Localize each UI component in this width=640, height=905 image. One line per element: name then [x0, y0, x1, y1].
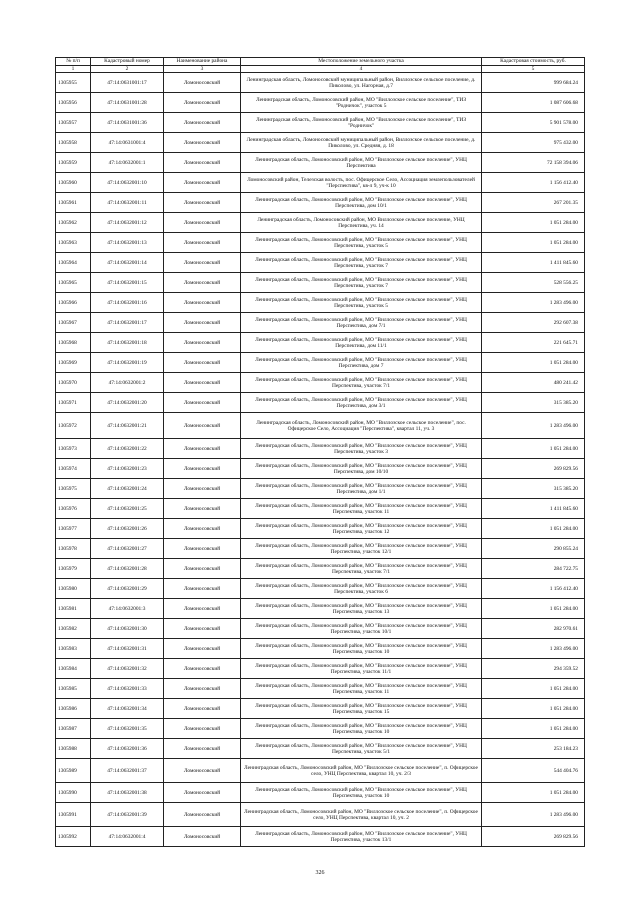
cell-cadastral-value: 267 201.35: [482, 193, 585, 213]
cell-row-number: 1305987: [56, 719, 91, 739]
cell-location: Ленинградская область, Ломоносовский муниципальный район, Виллозское сельское поселение, д. Пиколово, ул. Нагорная, д.7: [241, 73, 482, 93]
cell-row-number: 1305988: [56, 739, 91, 759]
cell-district: Ломоносовский: [164, 759, 241, 783]
table-row: [56, 519, 585, 539]
cell-row-number: 1305967: [56, 313, 91, 333]
table-row: [56, 459, 585, 479]
cell-cadastral-number: 47:14:0632001:19: [91, 353, 164, 373]
cell-row-number: 1305983: [56, 639, 91, 659]
cell-cadastral-number: 47:14:0632001:28: [91, 559, 164, 579]
cell-cadastral-number: 47:14:0632001:4: [91, 827, 164, 847]
cell-cadastral-value: 1 283 496.00: [482, 413, 585, 439]
cell-cadastral-number: 47:14:0632001:26: [91, 519, 164, 539]
table-row: [56, 783, 585, 803]
table-row: [56, 133, 585, 153]
cell-location: Ленинградская область, Ломоносовский район, МО "Виллозское сельское поселение", УНЦ Перспектива, участок 3: [241, 439, 482, 459]
cell-location: Ленинградская область, Ломоносовский район, МО "Виллозское сельское поселение", УНЦ Перспектива, дом 11/1: [241, 333, 482, 353]
cell-cadastral-value: 221 645.71: [482, 333, 585, 353]
cell-location: Ленинградская область, Ломоносовский район, МО "Виллозское сельское поселение", УНЦ Перспектива, участок 7: [241, 273, 482, 293]
cell-cadastral-number: 47:14:0632001:14: [91, 253, 164, 273]
cadastral-table-page: [55, 57, 584, 847]
cell-district: Ломоносовский: [164, 213, 241, 233]
cell-district: Ломоносовский: [164, 803, 241, 827]
cell-location: Ленинградская область, Ломоносовский район, МО "Виллозское сельское поселение", УНЦ Перспектива, дом 7/1: [241, 313, 482, 333]
cell-location: Ленинградская область, Ломоносовский район, МО "Виллозское сельское поселение", пос. Офицерское Село, Ассоциация "Перспектива", квартал 11, уч. 3: [241, 413, 482, 439]
cell-location: Ленинградская область, Ломоносовский район, МО "Виллозское сельское поселение", УНЦ Перспектива, участок 10: [241, 719, 482, 739]
cell-row-number: 1305984: [56, 659, 91, 679]
cell-cadastral-value: 1 051 284.00: [482, 783, 585, 803]
cell-cadastral-value: 480 241.42: [482, 373, 585, 393]
cell-cadastral-number: 47:14:0631001:17: [91, 73, 164, 93]
cell-district: Ломоносовский: [164, 373, 241, 393]
cell-cadastral-number: 47:14:0632001:3: [91, 599, 164, 619]
column-number: 3: [164, 66, 241, 73]
cell-location: Ленинградская область, Ломоносовский район, МО "Виллозское сельское поселение", УНЦ Перспектива, участок 13/1: [241, 827, 482, 847]
table-row: [56, 233, 585, 253]
cell-district: Ломоносовский: [164, 313, 241, 333]
cell-location: Ленинградская область, Ломоносовский район, МО Виллозское сельское поселение, УНЦ Перспектива, уч. 14: [241, 213, 482, 233]
cell-district: Ломоносовский: [164, 699, 241, 719]
cell-cadastral-value: 1 283 496.00: [482, 639, 585, 659]
cell-district: Ломоносовский: [164, 133, 241, 153]
cell-row-number: 1305980: [56, 579, 91, 599]
cell-row-number: 1305971: [56, 393, 91, 413]
cell-district: Ломоносовский: [164, 353, 241, 373]
table-row: [56, 253, 585, 273]
table-row: [56, 619, 585, 639]
header-location: Местоположение земельного участка: [241, 58, 482, 66]
cell-location: Ленинградская область, Ломоносовский муниципальный район, Виллозское сельское поселение, д. Пиколово, ул. Средняя, д. 18: [241, 133, 482, 153]
cell-row-number: 1305965: [56, 273, 91, 293]
cell-location: Ленинградская область, Ломоносовский район, МО "Виллозское сельское поселение", УНЦ Перспектива, участок 12: [241, 519, 482, 539]
cell-row-number: 1305979: [56, 559, 91, 579]
cell-row-number: 1305960: [56, 173, 91, 193]
cell-cadastral-number: 47:14:0632001:38: [91, 783, 164, 803]
cell-cadastral-number: 47:14:0632001:18: [91, 333, 164, 353]
table-row: [56, 499, 585, 519]
cadastral-value-table: [55, 57, 585, 847]
cell-cadastral-value: 1 051 284.00: [482, 599, 585, 619]
cell-cadastral-value: 290 855.24: [482, 539, 585, 559]
cell-cadastral-value: 1 283 496.00: [482, 803, 585, 827]
column-number: 5: [482, 66, 585, 73]
header-district-name: Наименование района: [164, 58, 241, 66]
cell-location: Ленинградская область, Ломоносовский район, МО "Виллозское сельское поселение", УНЦ Перспектива, участок 7/1: [241, 373, 482, 393]
cell-row-number: 1305966: [56, 293, 91, 313]
cell-cadastral-number: 47:14:0632001:1: [91, 153, 164, 173]
cell-row-number: 1305992: [56, 827, 91, 847]
cell-location: Ленинградская область, Ломоносовский район, МО "Виллозское сельское поселение", УНЦ Перспектива, участок 5/1: [241, 739, 482, 759]
cell-cadastral-number: 47:14:0632001:30: [91, 619, 164, 639]
cell-cadastral-number: 47:14:0632001:12: [91, 213, 164, 233]
cell-cadastral-number: 47:14:0632001:24: [91, 479, 164, 499]
cell-location: Ленинградская область, Ломоносовский район, МО "Виллозское сельское поселение", п. Офицерское село, УНЦ Перспектива, квартал 10, уч. 2: [241, 803, 482, 827]
cell-row-number: 1305974: [56, 459, 91, 479]
cell-location: Ленинградская область, Ломоносовский район, МО "Виллозское сельское поселение", УНЦ Перспектива, участок 7: [241, 253, 482, 273]
cell-district: Ломоносовский: [164, 459, 241, 479]
cell-location: Ленинградская область, Ломоносовский район, МО "Виллозское сельское поселение", ТИЗ "Родничок": [241, 113, 482, 133]
table-row: [56, 719, 585, 739]
cell-cadastral-value: 1 087 606.68: [482, 93, 585, 113]
cell-district: Ломоносовский: [164, 233, 241, 253]
cell-district: Ломоносовский: [164, 333, 241, 353]
cell-row-number: 1305970: [56, 373, 91, 393]
cell-cadastral-value: 72 158 394.06: [482, 153, 585, 173]
table-row: [56, 659, 585, 679]
cell-district: Ломоносовский: [164, 113, 241, 133]
table-row: [56, 273, 585, 293]
cell-row-number: 1305982: [56, 619, 91, 639]
cell-district: Ломоносовский: [164, 193, 241, 213]
cell-row-number: 1305972: [56, 413, 91, 439]
cell-cadastral-value: 294 359.52: [482, 659, 585, 679]
cell-row-number: 1305958: [56, 133, 91, 153]
cell-row-number: 1305978: [56, 539, 91, 559]
cell-district: Ломоносовский: [164, 579, 241, 599]
cell-row-number: 1305956: [56, 93, 91, 113]
cell-row-number: 1305961: [56, 193, 91, 213]
cell-cadastral-value: 5 901 578.00: [482, 113, 585, 133]
cell-cadastral-value: 1 051 284.00: [482, 699, 585, 719]
cell-district: Ломоносовский: [164, 739, 241, 759]
cell-location: Ленинградская область, Ломоносовский район, МО "Виллозское сельское поселение", УНЦ Перспектива, участок 6: [241, 579, 482, 599]
cell-cadastral-number: 47:14:0632001:13: [91, 233, 164, 253]
cell-location: Ленинградская область, Ломоносовский район, МО "Виллозское сельское поселение", ТИЗ "Родничок", участок 5: [241, 93, 482, 113]
cell-cadastral-value: 1 051 284.00: [482, 213, 585, 233]
cell-district: Ломоносовский: [164, 273, 241, 293]
cell-district: Ломоносовский: [164, 93, 241, 113]
cell-location: Ленинградская область, Ломоносовский район, МО "Виллозское сельское поселение", УНЦ Перспектива, участок 5: [241, 233, 482, 253]
cell-cadastral-value: 269 829.56: [482, 827, 585, 847]
cell-cadastral-value: 1 156 412.40: [482, 173, 585, 193]
table-row: [56, 393, 585, 413]
cell-location: Ленинградская область, Ломоносовский район, МО "Виллозское сельское поселение", УНЦ Перспектива: [241, 153, 482, 173]
cell-cadastral-value: 282 970.61: [482, 619, 585, 639]
cell-district: Ломоносовский: [164, 293, 241, 313]
column-number: 1: [56, 66, 91, 73]
cell-cadastral-value: 975 432.00: [482, 133, 585, 153]
cell-district: Ломоносовский: [164, 783, 241, 803]
table-header: [56, 58, 585, 73]
cell-district: Ломоносовский: [164, 659, 241, 679]
header-cadastral-value: Кадастровая стоимость, руб.: [482, 58, 585, 66]
cell-cadastral-number: 47:14:0632001:2: [91, 373, 164, 393]
cell-district: Ломоносовский: [164, 439, 241, 459]
cell-district: Ломоносовский: [164, 519, 241, 539]
cell-row-number: 1305977: [56, 519, 91, 539]
cell-cadastral-value: 253 184.23: [482, 739, 585, 759]
table-row: [56, 333, 585, 353]
cell-location: Ленинградская область, Ломоносовский район, МО "Виллозское сельское поселение", УНЦ Перспектива, участок 10/1: [241, 619, 482, 639]
cell-cadastral-number: 47:14:0632001:32: [91, 659, 164, 679]
cell-row-number: 1305990: [56, 783, 91, 803]
cell-cadastral-number: 47:14:0632001:33: [91, 679, 164, 699]
column-number: 2: [91, 66, 164, 73]
cell-location: Ленинградская область, Ломоносовский район, МО "Виллозское сельское поселение", УНЦ Перспектива, дом 10/1: [241, 193, 482, 213]
cell-location: Ленинградская область, Ломоносовский район, МО "Виллозское сельское поселение", УНЦ Перспектива, участок 10: [241, 639, 482, 659]
table-row: [56, 413, 585, 439]
header-row-number: № п/п: [56, 58, 91, 66]
cell-row-number: 1305968: [56, 333, 91, 353]
cell-row-number: 1305991: [56, 803, 91, 827]
table-row: [56, 73, 585, 93]
cell-cadastral-value: 269 829.56: [482, 459, 585, 479]
cell-row-number: 1305976: [56, 499, 91, 519]
cell-location: Ленинградская область, Ломоносовский район, МО "Виллозское сельское поселение", УНЦ Перспектива, участок 15: [241, 699, 482, 719]
table-row: [56, 439, 585, 459]
table-row: [56, 113, 585, 133]
cell-cadastral-value: 1 156 412.40: [482, 579, 585, 599]
cell-cadastral-value: 528 556.25: [482, 273, 585, 293]
cell-location: Ленинградская область, Ломоносовский район, МО "Виллозское сельское поселение", УНЦ Перспектива, участок 7/1: [241, 559, 482, 579]
cell-district: Ломоносовский: [164, 499, 241, 519]
cell-location: Ленинградская область, Ломоносовский район, МО "Виллозское сельское поселение", УНЦ Перспектива, участок 10: [241, 783, 482, 803]
table-row: [56, 353, 585, 373]
table-row: [56, 759, 585, 783]
cell-cadastral-value: 1 051 284.00: [482, 719, 585, 739]
cell-location: Ленинградская область, Ломоносовский район, МО "Виллозское сельское поселение", УНЦ Перспектива, дом 7: [241, 353, 482, 373]
cell-cadastral-value: 1 051 284.00: [482, 439, 585, 459]
header-cadastral-number: Кадастровый номер: [91, 58, 164, 66]
cell-cadastral-number: 47:14:0632001:36: [91, 739, 164, 759]
cell-district: Ломоносовский: [164, 719, 241, 739]
cell-row-number: 1305985: [56, 679, 91, 699]
cell-district: Ломоносовский: [164, 639, 241, 659]
table-row: [56, 293, 585, 313]
table-row: [56, 739, 585, 759]
table-body: [56, 73, 585, 847]
cell-location: Ленинградская область, Ломоносовский район, МО "Виллозское сельское поселение", УНЦ Перспектива, дом 3/1: [241, 393, 482, 413]
cell-district: Ломоносовский: [164, 559, 241, 579]
cell-cadastral-value: 284 722.75: [482, 559, 585, 579]
table-row: [56, 153, 585, 173]
cell-district: Ломоносовский: [164, 679, 241, 699]
table-row: [56, 539, 585, 559]
table-row: [56, 679, 585, 699]
cell-cadastral-number: 47:14:0632001:39: [91, 803, 164, 827]
cell-row-number: 1305975: [56, 479, 91, 499]
table-row: [56, 479, 585, 499]
column-number: 4: [241, 66, 482, 73]
cell-location: Ленинградская область, Ломоносовский район, МО "Виллозское сельское поселение", УНЦ Перспектива, участок 12/1: [241, 539, 482, 559]
cell-district: Ломоносовский: [164, 173, 241, 193]
cell-cadastral-number: 47:14:0632001:22: [91, 439, 164, 459]
cell-cadastral-number: 47:14:0632001:15: [91, 273, 164, 293]
cell-cadastral-value: 1 051 284.00: [482, 519, 585, 539]
cell-row-number: 1305955: [56, 73, 91, 93]
cell-cadastral-value: 1 051 284.00: [482, 233, 585, 253]
cell-district: Ломоносовский: [164, 619, 241, 639]
cell-row-number: 1305957: [56, 113, 91, 133]
table-row: [56, 313, 585, 333]
table-row: [56, 639, 585, 659]
cell-district: Ломоносовский: [164, 413, 241, 439]
cell-cadastral-number: 47:14:0632001:16: [91, 293, 164, 313]
table-row: [56, 193, 585, 213]
cell-location: Ленинградская область, Ломоносовский район, МО "Виллозское сельское поселение", УНЦ Перспектива, дом 1/1: [241, 479, 482, 499]
table-row: [56, 599, 585, 619]
cell-cadastral-number: 47:14:0632001:31: [91, 639, 164, 659]
cell-cadastral-value: 1 051 284.00: [482, 353, 585, 373]
cell-cadastral-value: 292 607.38: [482, 313, 585, 333]
table-row: [56, 93, 585, 113]
cell-district: Ломоносовский: [164, 253, 241, 273]
cell-cadastral-value: 1 411 845.60: [482, 253, 585, 273]
cell-cadastral-number: 47:14:0631001:36: [91, 113, 164, 133]
table-row: [56, 803, 585, 827]
cell-cadastral-number: 47:14:0632001:11: [91, 193, 164, 213]
cell-cadastral-number: 47:14:0632001:34: [91, 699, 164, 719]
page-number: 326: [315, 870, 325, 876]
table-row: [56, 579, 585, 599]
cell-district: Ломоносовский: [164, 599, 241, 619]
cell-cadastral-number: 47:14:0632001:29: [91, 579, 164, 599]
cell-cadastral-value: 544 404.76: [482, 759, 585, 783]
cell-cadastral-number: 47:14:0632001:10: [91, 173, 164, 193]
cell-row-number: 1305986: [56, 699, 91, 719]
cell-cadastral-value: 1 411 845.60: [482, 499, 585, 519]
cell-location: Ленинградская область, Ломоносовский район, МО "Виллозское сельское поселение", УНЦ Перспектива, дом 10/10: [241, 459, 482, 479]
cell-location: Ленинградская область, Ломоносовский район, МО "Виллозское сельское поселение", УНЦ Перспектива, участок 13: [241, 599, 482, 619]
cell-district: Ломоносовский: [164, 539, 241, 559]
cell-cadastral-number: 47:14:0632001:25: [91, 499, 164, 519]
cell-cadastral-number: 47:14:0632001:35: [91, 719, 164, 739]
cell-row-number: 1305981: [56, 599, 91, 619]
cell-row-number: 1305973: [56, 439, 91, 459]
cell-cadastral-value: 315 385.20: [482, 479, 585, 499]
cell-row-number: 1305964: [56, 253, 91, 273]
cell-cadastral-value: 999 684.24: [482, 73, 585, 93]
cell-location: Ленинградская область, Ломоносовский район, МО "Виллозское сельское поселение", УНЦ Перспектива, участок 11: [241, 499, 482, 519]
cell-cadastral-number: 47:14:0631001:28: [91, 93, 164, 113]
cell-district: Ломоносовский: [164, 827, 241, 847]
table-row: [56, 213, 585, 233]
cell-district: Ломоносовский: [164, 393, 241, 413]
cell-location: Ленинградская область, Ломоносовский район, МО "Виллозское сельское поселение", УНЦ Перспектива, участок 5: [241, 293, 482, 313]
cell-row-number: 1305969: [56, 353, 91, 373]
cell-location: Ленинградская область, Ломоносовский район, МО "Виллозское сельское поселение", п. Офицерское село, УНЦ Перспектива, квартал 10, уч. 2/3: [241, 759, 482, 783]
cell-cadastral-number: 47:14:0632001:37: [91, 759, 164, 783]
cell-cadastral-number: 47:14:0632001:23: [91, 459, 164, 479]
cell-cadastral-number: 47:14:0632001:20: [91, 393, 164, 413]
cell-location: Ломоносовский район, Телезская волость, пос. Офицерское Село, Ассоциация землепользователей "Перспектива", кв-л 9, уч-к 10: [241, 173, 482, 193]
cell-row-number: 1305989: [56, 759, 91, 783]
table-row: [56, 559, 585, 579]
cell-district: Ломоносовский: [164, 73, 241, 93]
cell-district: Ломоносовский: [164, 153, 241, 173]
cell-district: Ломоносовский: [164, 479, 241, 499]
cell-cadastral-value: 1 051 284.00: [482, 679, 585, 699]
table-row: [56, 173, 585, 193]
cell-row-number: 1305962: [56, 213, 91, 233]
cell-location: Ленинградская область, Ломоносовский район, МО "Виллозское сельское поселение", УНЦ Перспектива, участок 11: [241, 679, 482, 699]
cell-row-number: 1305963: [56, 233, 91, 253]
cell-cadastral-number: 47:14:0632001:21: [91, 413, 164, 439]
table-row: [56, 373, 585, 393]
table-row: [56, 699, 585, 719]
cell-cadastral-number: 47:14:0632001:27: [91, 539, 164, 559]
cell-row-number: 1305959: [56, 153, 91, 173]
cell-cadastral-number: 47:14:0631001:4: [91, 133, 164, 153]
cell-cadastral-value: 315 385.20: [482, 393, 585, 413]
cell-cadastral-value: 1 283 496.00: [482, 293, 585, 313]
cell-cadastral-number: 47:14:0632001:17: [91, 313, 164, 333]
cell-location: Ленинградская область, Ломоносовский район, МО "Виллозское сельское поселение", УНЦ Перспектива, участок 11/1: [241, 659, 482, 679]
table-row: [56, 827, 585, 847]
